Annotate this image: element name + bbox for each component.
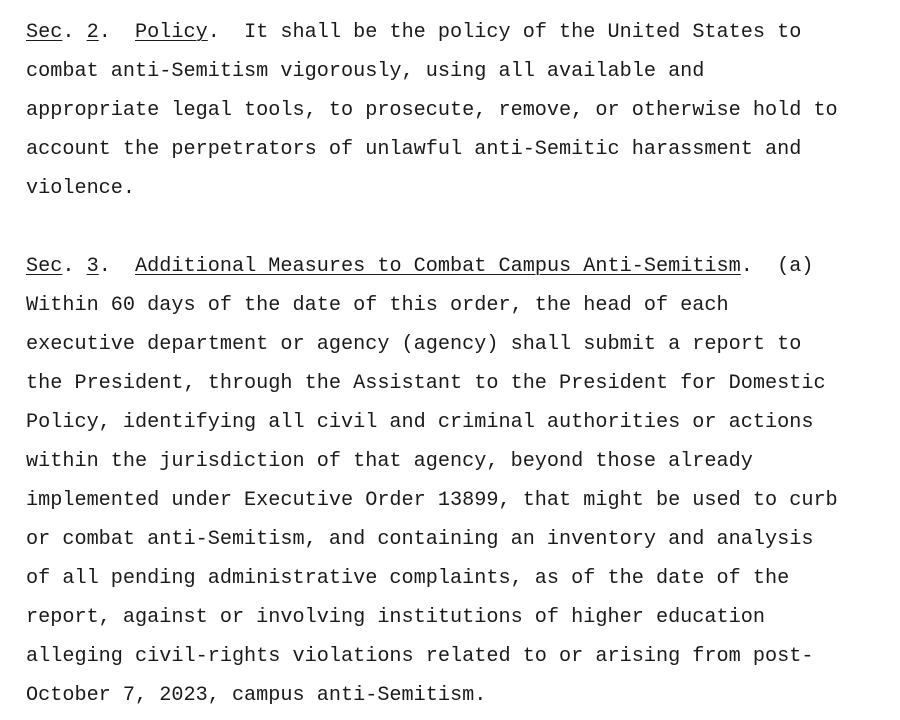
- section-3: [26, 252, 886, 720]
- section-2-text-line: violence.: [26, 177, 136, 200]
- section-3-text-line: October 7, 2023, campus anti-Semitism.: [26, 684, 487, 707]
- section-3-label: Sec: [26, 255, 63, 278]
- section-3-text-line: Policy, identifying all civil and criminal authorities or actions: [26, 411, 814, 434]
- paragraph-gap: [26, 213, 886, 252]
- section-3-heading-line: Sec. 3. Additional Measures to Combat Campus Anti-Semitism. (a): [26, 255, 814, 278]
- section-3-title: Additional Measures to Combat Campus Anti-Semitism: [135, 255, 741, 278]
- section-3-text-line: Within 60 days of the date of this order, the head of each: [26, 294, 729, 317]
- section-3-text-line: executive department or agency (agency) shall submit a report to: [26, 333, 802, 356]
- section-3-text-line: alleging civil-rights violations related to or arising from post-: [26, 645, 814, 668]
- section-2-text-line: combat anti-Semitism vigorously, using all available and: [26, 60, 705, 83]
- section-2-title: Policy: [135, 21, 208, 44]
- section-2-text-line: account the perpetrators of unlawful anti-Semitic harassment and: [26, 138, 802, 161]
- section-2-heading-line: Sec. 2. Policy. It shall be the policy of the United States to: [26, 21, 802, 44]
- document-page: [26, 18, 886, 720]
- section-3-number: 3: [86, 255, 99, 278]
- section-3-text-line: the President, through the Assistant to the President for Domestic: [26, 372, 826, 395]
- section-2-label: Sec: [26, 21, 63, 44]
- section-2: [26, 18, 886, 213]
- section-3-text-line: of all pending administrative complaints, as of the date of the: [26, 567, 790, 590]
- section-3-text-line: or combat anti-Semitism, and containing an inventory and analysis: [26, 528, 814, 551]
- section-2-text-line: It shall be the policy of the United States to: [244, 21, 802, 44]
- section-3-text-line: implemented under Executive Order 13899, that might be used to curb: [26, 489, 838, 512]
- section-3-text-line: report, against or involving institutions of higher education: [26, 606, 765, 629]
- section-2-number: 2: [86, 21, 99, 44]
- section-3-subsection-marker: (a): [777, 255, 814, 278]
- section-3-text-line: within the jurisdiction of that agency, beyond those already: [26, 450, 753, 473]
- section-2-text-line: appropriate legal tools, to prosecute, remove, or otherwise hold to: [26, 99, 838, 122]
